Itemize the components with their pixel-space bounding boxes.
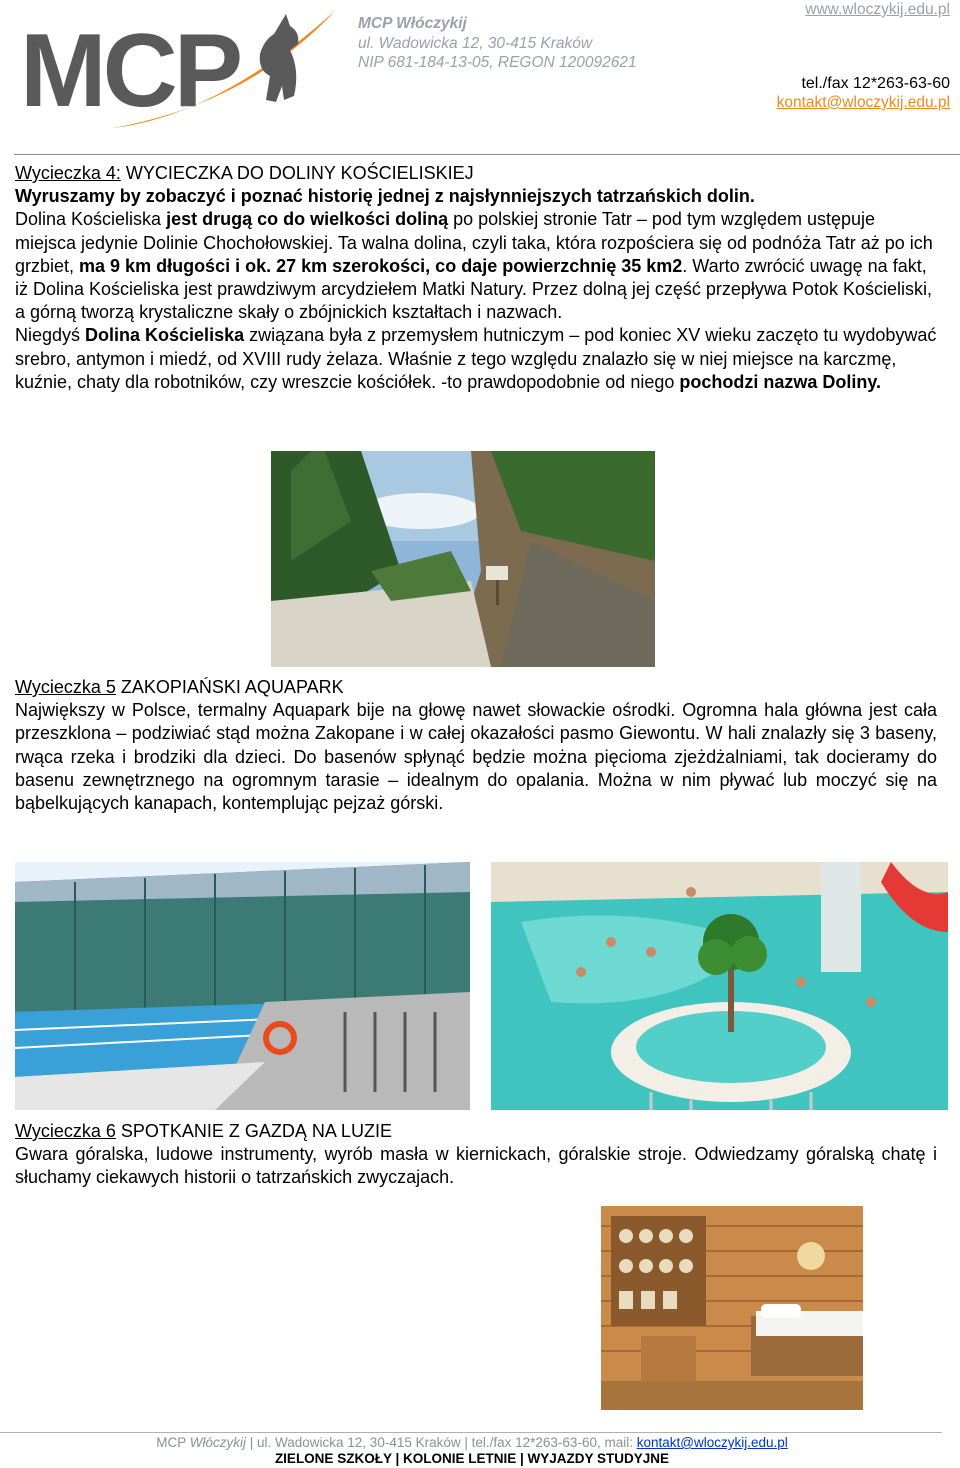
company-ids: NIP 681-184-13-05, REGON 120092621 — [358, 54, 637, 71]
footer-email-link[interactable]: kontakt@wloczykij.edu.pl — [636, 1435, 788, 1450]
trip4-section — [15, 162, 937, 394]
company-info — [358, 14, 637, 73]
contact-block — [777, 0, 950, 113]
header-divider — [14, 154, 960, 155]
company-logo — [18, 6, 343, 134]
aquapark-outdoor-photo — [15, 862, 470, 1110]
trip4-paragraph-2: Niegdyś Dolina Kościeliska związana była z przemysłem hutniczym – pod koniec XV wieku zaczęto tu wydobywać srebro, antymon i miedź, od XVIII rudy żelaza. Właśnie z tego względu znalazło się w niej miejsce na karczmę, kuźnie, chaty dla robotników, czy wreszcie kościółek. -to prawdopodobnie od niego pochodzi nazwa Doliny. — [15, 325, 937, 392]
company-name: MCP Włóczykij — [358, 15, 467, 32]
phone-number: tel./fax 12*263-63-60 — [801, 74, 950, 92]
trip5-section — [15, 676, 937, 815]
trip4-paragraph-1: Dolina Kościeliska jest drugą co do wielkości doliną po polskiej stronie Tatr – pod tym względem ustępuje miejsca jedynie Dolinie Chochołowskiej. Ta walna dolina, czyli taka, która rozpościera się od podnóża Tatr aż po ich grzbiet, ma 9 km długości i ok. 27 km szerokości, co daje powierzchnię 35 km2. Warto zwrócić uwagę na fakt, iż Dolina Kościeliska jest prawdziwym arcydziełem Matki Natury. Przez dolną jej część przepływa Potok Kościeliski, a górną tworzą krystaliczne skały o zbójnickich kształtach i nazwach. — [15, 209, 933, 323]
company-address: ul. Wadowicka 12, 30-415 Kraków — [358, 34, 593, 52]
valley-trail-photo — [271, 451, 655, 667]
footer-contact: MCP Włóczykij | ul. Wadowicka 12, 30-415 Kraków | tel./fax 12*263-63-60, mail: kontakt@wloczykij.edu.pl — [156, 1435, 788, 1450]
trip4-title: WYCIECZKA DO DOLINY KOŚCIELISKIEJ — [125, 163, 474, 183]
trip6-section — [15, 1120, 937, 1190]
trip6-title: SPOTKANIE Z GAZDĄ NA LUZIE — [120, 1121, 392, 1141]
trip6-body: Gwara góralska, ludowe instrumenty, wyrób masła w kiernickach, góralskie stroje. Odwiedzamy góralską chatę i słuchamy ciekawych historii o tatrzańskich zwyczajach. — [15, 1144, 937, 1188]
trip5-label: Wycieczka 5 — [15, 677, 116, 697]
aquapark-indoor-photo — [491, 862, 948, 1110]
trip5-body: Największy w Polsce, termalny Aquapark bije na głowę nawet słowackie ośrodki. Ogromna hala główna jest cała przeszklona – podziwiać stąd można Zakopane i w całej okazałości pasmo Giewontu. W hali znalazły się 3 baseny, rwąca rzeka i brodziki dla dzieci. Do basenów spłynąć będzie można pięcioma zjeżdżalniami, tak docieramy do basenu zewnętrznego na ogromnym tarasie – idealnym do opalania. Można w nim pływać lub moczyć się na bąbelkujących kanapach, kontemplując pejzaż górski. — [15, 700, 937, 814]
footer-divider — [0, 1432, 942, 1433]
email-link[interactable]: kontakt@wloczykij.edu.pl — [776, 94, 950, 111]
trip5-title: ZAKOPIAŃSKI AQUAPARK — [120, 677, 344, 697]
trip6-label: Wycieczka 6 — [15, 1121, 116, 1141]
trip4-lead: Wyruszamy by zobaczyć i poznać historię jednej z najsłynniejszych tatrzańskich dolin. — [15, 186, 755, 207]
website-link[interactable]: www.wloczykij.edu.pl — [805, 1, 950, 18]
logo-text: MCP — [20, 13, 240, 129]
highlander-hut-photo — [601, 1206, 863, 1410]
footer-tagline: ZIELONE SZKOŁY | KOLONIE LETNIE | WYJAZDY STUDYJNE — [274, 1451, 670, 1466]
trip4-label: Wycieczka 4: — [15, 163, 121, 183]
